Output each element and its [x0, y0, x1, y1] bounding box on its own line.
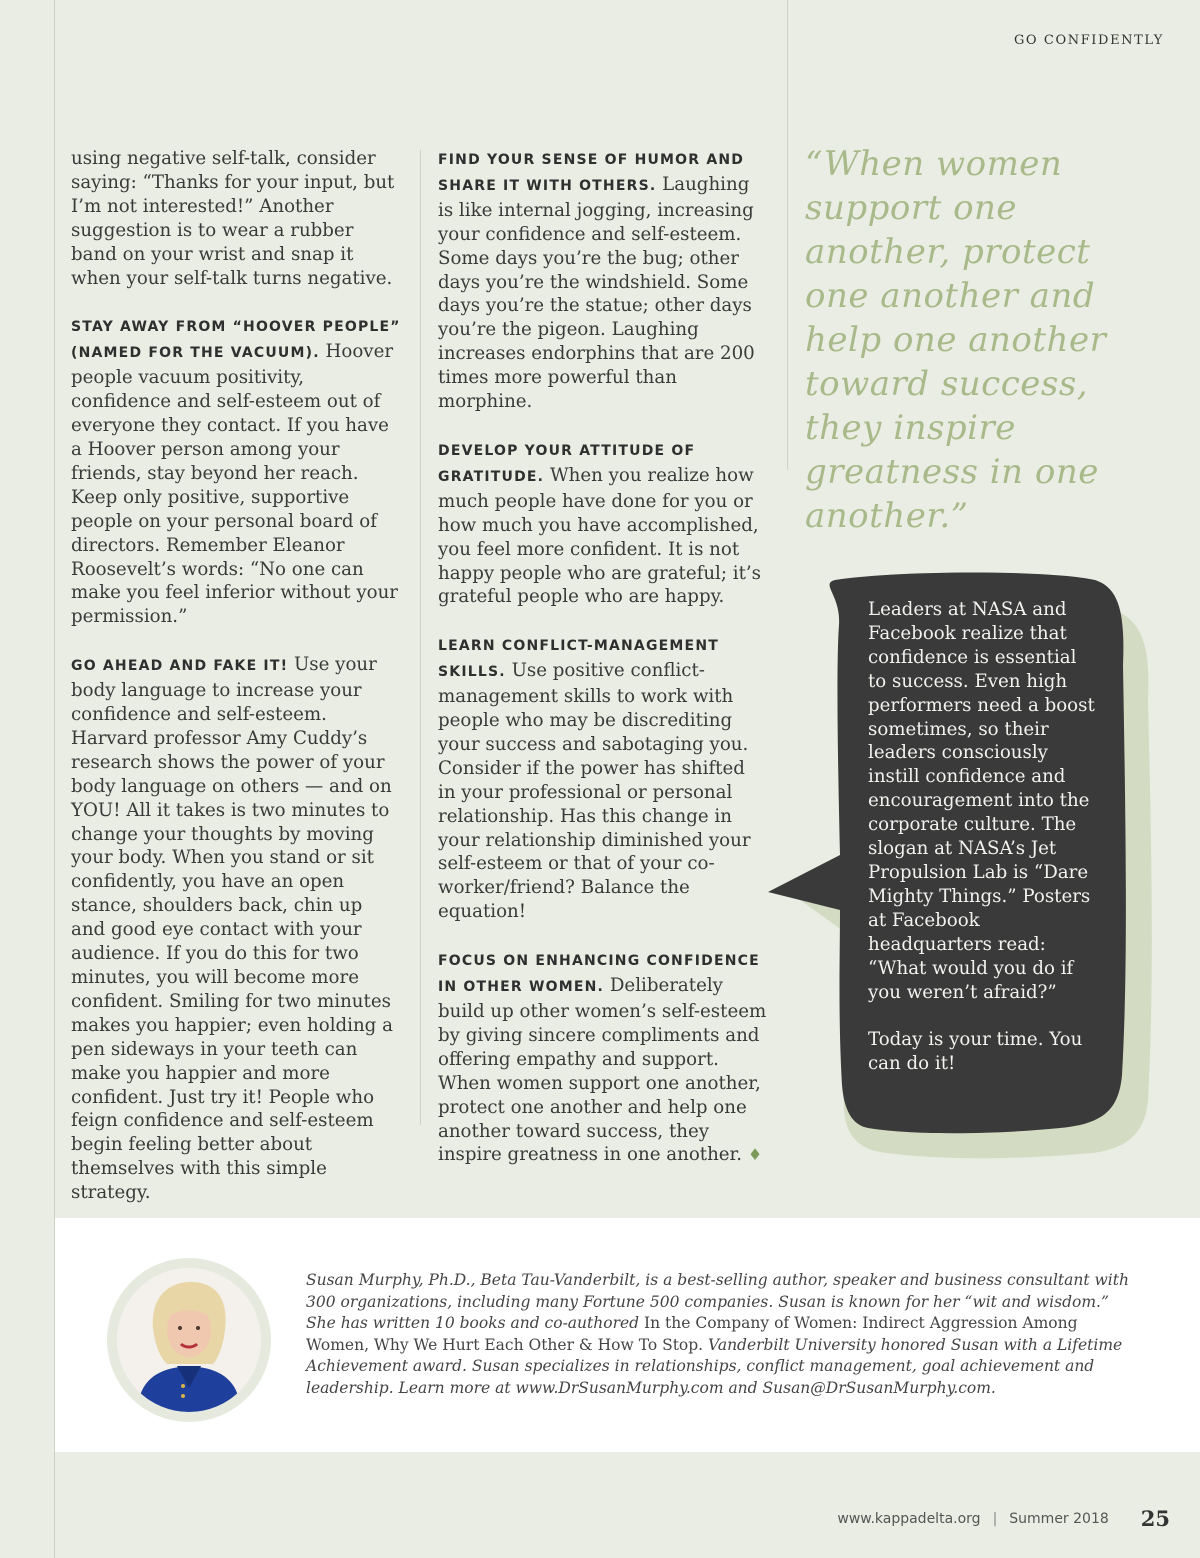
- article-column-1: [71, 147, 401, 1229]
- callout-paragraph-1: Leaders at NASA and Facebook realize that confidence is essential to success. Even high performers need a boost sometimes, so their leaders consciously instill confidence and encouragement into the corporate culture. The slogan at NASA’s Jet Propulsion Lab is “Dare Mighty Things.” Posters at Facebook headquarters read: “What would you do if you weren’t afraid?”: [868, 599, 1095, 1003]
- callout-text: [868, 598, 1098, 1100]
- section-body: When you realize how much people have done for you or how much you have accomplished, you feel more confident. It is not happy people who are grateful; it’s grateful people who are happy.: [438, 464, 762, 608]
- footer-issue: Summer 2018: [1009, 1510, 1109, 1527]
- paragraph-intro: using negative self-talk, consider saying: “Thanks for your input, but I’m not interested!” Another suggestion is to wear a rubber band on your wrist and snap it when your self-talk turns negative.: [71, 148, 395, 289]
- section-body: Use positive conflict-management skills to work with people who may be discrediting your success and sabotaging you. Consider if the power has shifted in your professional or personal relationship. Has this change in your relationship diminished your self-esteem or that of your co-worker/friend? Balance the equation!: [438, 660, 751, 923]
- author-portrait-icon: [117, 1268, 261, 1412]
- paragraph-conflict: [438, 633, 768, 924]
- column-divider: [420, 150, 421, 1125]
- section-body: Laughing is like internal jogging, increasing your confidence and self-esteem. Some days you’re the bug; other days you’re the windshield. Some days you’re the statue; other days you’re the pigeon. Laughing increases endorphins that are 200 times more powerful than morphine.: [438, 173, 755, 413]
- page-number: 25: [1140, 1506, 1170, 1531]
- page-footer: [837, 1506, 1170, 1531]
- diamond-icon: ♦: [747, 1145, 763, 1165]
- section-body: Use your body language to increase your confidence and self-esteem. Harvard professor Amy Cuddy’s research shows the power of your body language on others — and on YOU! All it takes is two minutes to change your thoughts by moving your body. When you stand or sit confidently, you have an open stance, shoulders back, chin up and good eye contact with your audience. If you do this for two minutes, you will become more confident. Smiling for two minutes makes you happier; even holding a pen sideways in your teeth can make you happier and more confident. Just try it! People who feign confidence and self-esteem begin feeling better about themselves with this simple strategy.: [71, 654, 393, 1204]
- margin-rule-top-right: [787, 0, 788, 470]
- article-column-2: [438, 147, 768, 1191]
- footer-website: www.kappadelta.org: [837, 1510, 981, 1527]
- section-heading: FOCUS ON ENHANCING CONFIDENCE IN OTHER WOMEN.: [438, 953, 760, 996]
- paragraph-fake-it: [71, 653, 401, 1205]
- author-bio: [306, 1270, 1136, 1400]
- section-body: Deliberately build up other women’s self-esteem by giving sincere compliments and offering empathy and support. When women support one another, protect one another and help one another toward success, they inspire greatness in one another.: [438, 975, 767, 1166]
- section-heading: DEVELOP YOUR ATTITUDE OF GRATITUDE.: [438, 442, 696, 485]
- author-avatar: [107, 1258, 271, 1422]
- paragraph-other-women: [438, 948, 768, 1167]
- paragraph-hoover-people: [71, 314, 401, 629]
- section-heading: LEARN CONFLICT-MANAGEMENT SKILLS.: [438, 638, 719, 681]
- footer-separator: |: [992, 1510, 998, 1527]
- callout-paragraph-2: Today is your time. You can do it!: [868, 1029, 1083, 1075]
- paragraph-gratitude: [438, 438, 768, 609]
- bio-book-title: In the Company of Women: Indirect Aggression Among Women, Why We Hurt Each Other & How To Stop.: [306, 1314, 1078, 1354]
- bio-text-part1: Susan Murphy, Ph.D., Beta Tau-Vanderbilt, is a best-selling author, speaker and business consultant with 300 organizations, including many Fortune 500 companies. Susan is known for her “wit and wisdom.” She has written 10 books and co-authored: [306, 1271, 1129, 1333]
- section-label: GO CONFIDENTLY: [1013, 33, 1164, 48]
- section-body: Hoover people vacuum positivity, confidence and self-esteem out of everyone they contact. If you have a Hoover person among your friends, stay beyond her reach. Keep only positive, supportive people on your personal board of directors. Remember Eleanor Roosevelt’s words: “No one can make you feel inferior without your permission.”: [71, 341, 398, 628]
- section-heading: FIND YOUR SENSE OF HUMOR AND SHARE IT WITH OTHERS.: [438, 152, 745, 194]
- bio-text-part2: Vanderbilt University honored Susan with a Lifetime Achievement award. Susan specializes in relationships, conflict management, goal achievement and leadership. Learn more at www.DrSusanMurphy.com and Susan@DrSusanMurphy.com.: [306, 1335, 1123, 1397]
- section-heading: GO AHEAD AND FAKE IT!: [71, 658, 289, 675]
- pull-quote: “When women support one another, protect one another and help one another toward success, they inspire greatness in one another.”: [805, 144, 1107, 536]
- section-heading: STAY AWAY FROM “HOOVER PEOPLE” (NAMED FOR THE VACUUM).: [71, 319, 401, 362]
- author-photo: [117, 1268, 261, 1412]
- paragraph-humor: [438, 147, 768, 414]
